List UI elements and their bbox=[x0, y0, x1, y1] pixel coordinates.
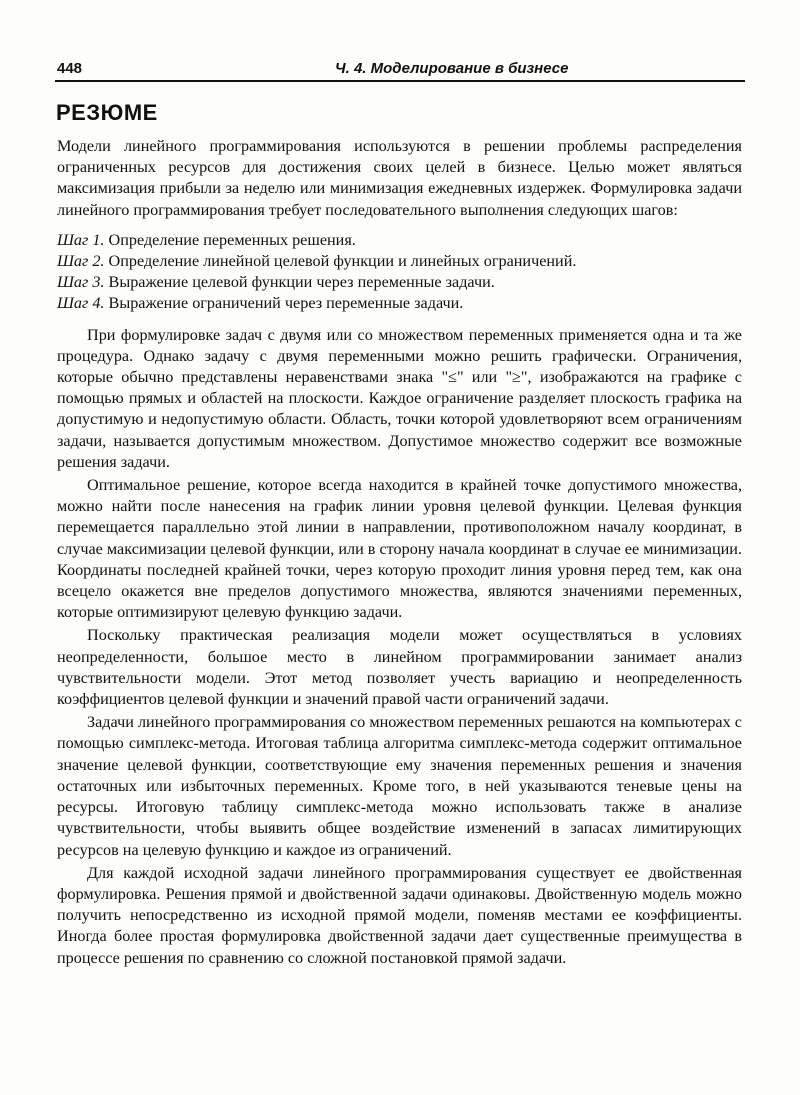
paragraph: Задачи линейного программирования со множеством переменных решаются на компьютерах с помощью симплекс-метода. Итоговая таблица алгоритма симплекс-метода содержит оптимальное значение целевой функции, соответствующие ему значения переменных решения и значения остаточных или избыточных переменных. Кроме того, в ней указываются теневые цены на ресурсы. Итоговую таблицу симплекс-метода можно использовать также в анализе чувствительности, чтобы выявить общее воздействие изменений в запасах лимитирующих ресурсов на целевую функцию и каждое из ограничений. bbox=[57, 713, 742, 859]
step-text: Определение переменных решения. bbox=[108, 230, 356, 249]
step-item bbox=[57, 251, 742, 272]
steps-list bbox=[57, 230, 742, 315]
body-text bbox=[57, 136, 742, 969]
step-text: Выражение ограничений через переменные задачи. bbox=[108, 294, 464, 313]
intro-paragraph: Модели линейного программирования используются в решении проблемы распределения ограниченных ресурсов для достижения своих целей в бизнесе. Целью может являться максимизация прибыли за неделю или минимизация ежедневных издержек. Формулировка задачи линейного программирования требует последовательного выполнения следующих шагов: bbox=[57, 137, 742, 219]
step-label: Шаг 4. bbox=[57, 294, 105, 313]
step-label: Шаг 1. bbox=[57, 230, 105, 249]
paragraph: При формулировке задач с двумя или со множеством переменных применяется одна и та же процедура. Однако задачу с двумя переменными можно решить графически. Ограничения, которые обычно представлены неравенствами знака "≤" или "≥", изображаются на графике с помощью прямых и областей на плоскости. Каждое ограничение разделяет плоскость графика на допустимую и недопустимую области. Область, точки которой удовлетворяют всем ограничениям задачи, называется допустимым множеством. Допустимое множество содержит все возможные решения задачи. bbox=[57, 325, 742, 471]
step-text: Выражение целевой функции через переменные задачи. bbox=[108, 273, 495, 292]
running-title: Ч. 4. Моделирование в бизнесе bbox=[335, 60, 569, 77]
step-text: Определение линейной целевой функции и линейных ограничений. bbox=[108, 252, 577, 271]
page-number: 448 bbox=[57, 60, 83, 77]
step-item bbox=[57, 272, 742, 293]
paragraph: Поскольку практическая реализация модели может осуществляться в условиях неопределенности, большое место в линейном программировании занимает анализ чувствительности модели. Этот метод позволяет учесть вариацию и неопределенность коэффициентов целевой функции и значений правой части ограничений задачи. bbox=[57, 626, 742, 709]
paragraph: Для каждой исходной задачи линейного программирования существует ее двойственная формулировка. Решения прямой и двойственной задачи одинаковы. Двойственную модель можно получить непосредственно из исходной прямой модели, поменяв местами ее коэффициенты. Иногда более простая формулировка двойственной задачи дает существенные преимущества в процессе решения по сравнению со сложной постановкой прямой задачи. bbox=[57, 863, 742, 967]
section-heading: РЕЗЮМЕ bbox=[56, 100, 158, 125]
step-label: Шаг 2. bbox=[57, 252, 105, 271]
step-label: Шаг 3. bbox=[57, 273, 105, 292]
paragraph: Оптимальное решение, которое всегда находится в крайней точке допустимого множества, можно найти после нанесения на график линии уровня целевой функции. Целевая функция перемещается параллельно этой линии в направлении, противоположном началу координат, в случае максимизации целевой функции, или в сторону начала координат в случае ее минимизации. Координаты последней крайней точки, через которую проходит линия уровня перед тем, как она всецело окажется вне пределов допустимого множества, являются значениями переменных, которые оптимизируют целевую функцию задачи. bbox=[57, 476, 742, 622]
step-item bbox=[57, 230, 742, 251]
page-header bbox=[55, 58, 745, 82]
step-item bbox=[57, 293, 742, 314]
